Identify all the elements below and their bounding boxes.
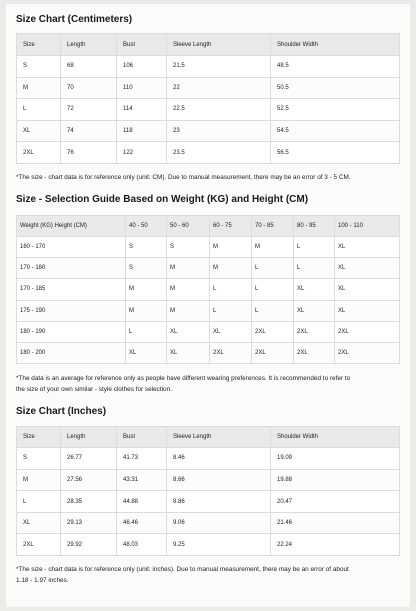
table-cell: 110 [117,77,167,99]
table-cell: 23 [167,120,271,142]
table-row [17,236,400,257]
table-cell: M [126,300,167,321]
table-row [17,300,400,321]
column-header: 100 - 110 [335,215,400,236]
table-cell: 8.46 [167,448,271,470]
table-cell: S [126,236,167,257]
table-cell: XL [294,279,335,300]
table-cell: M [17,469,61,491]
table-cell: 2XL [294,342,335,363]
column-header: Shoulder Width [271,427,400,448]
guide-note-line-1: *The data is an average for reference only as people have different wearing preferences. It is recommended to refer to [16,375,351,383]
column-header: 70 - 85 [252,215,294,236]
table-cell: L [294,236,335,257]
table-cell: XL [167,321,210,342]
table-cell: 21.46 [271,512,400,534]
table-cell: L [210,300,252,321]
table-row [17,56,400,78]
table-cell: XL [335,300,400,321]
table-cell: L [126,321,167,342]
inch-chart-note-line-2: 1.18 - 1.97 inches. [16,577,69,585]
table-cell: 76 [61,142,117,164]
table-cell: 29.13 [61,512,117,534]
column-header: 40 - 50 [126,215,167,236]
table-cell: 56.5 [271,142,400,164]
table-cell: L [210,279,252,300]
table-row [17,469,400,491]
table-cell: 72 [61,99,117,121]
table-cell: 22.5 [167,99,271,121]
table-cell: L [252,300,294,321]
table-cell: 19.88 [271,469,400,491]
table-cell: 44.88 [117,491,167,513]
column-header: Sleeve Length [167,34,271,56]
table-cell: 2XL [210,342,252,363]
table-cell: XL [335,236,400,257]
column-header: Length [61,427,117,448]
cm-chart-title: Size Chart (Centimeters) [16,14,133,25]
column-header: Weight (KG) Height (CM) [17,215,126,236]
table-cell: M [126,279,167,300]
table-row [17,120,400,142]
table-cell: XL [335,258,400,279]
column-header: Size [17,427,61,448]
table-cell: 70 [61,77,117,99]
table-cell: XL [17,120,61,142]
table-cell: 9.06 [167,512,271,534]
table-cell: L [17,491,61,513]
table-header-row [17,215,400,236]
table-row [17,77,400,99]
table-row [17,321,400,342]
table-cell: XL [167,342,210,363]
table-cell: XL [17,512,61,534]
inch-size-table [16,426,400,556]
table-row [17,258,400,279]
column-header: 80 - 95 [294,215,335,236]
table-cell: 28.35 [61,491,117,513]
table-cell: 180 - 200 [17,342,126,363]
table-cell: 160 - 170 [17,236,126,257]
column-header: Sleeve Length [167,427,271,448]
inch-chart-note-line-1: *The size - chart data is for reference only (unit: inches). Due to manual measurement, there may be an error of about [16,566,349,574]
table-cell: 122 [117,142,167,164]
table-cell: 68 [61,56,117,78]
table-row [17,534,400,556]
table-cell: M [17,77,61,99]
table-cell: 118 [117,120,167,142]
cm-chart-note: *The size - chart data is for reference only (unit: CM). Due to manual measurement, there may be an error of 3 - 5 CM. [16,173,351,181]
cm-size-table [16,33,400,164]
table-cell: S [126,258,167,279]
table-cell: M [167,258,210,279]
table-cell: 114 [117,99,167,121]
table-header-row [17,427,400,448]
table-row [17,491,400,513]
table-cell: S [17,56,61,78]
column-header: Bust [117,34,167,56]
table-row [17,142,400,164]
table-cell: L [17,99,61,121]
table-cell: 26.77 [61,448,117,470]
column-header: 50 - 60 [167,215,210,236]
table-cell: XL [126,342,167,363]
guide-title: Size - Selection Guide Based on Weight (KG) and Height (CM) [16,193,309,205]
table-cell: 50.5 [271,77,400,99]
table-row [17,99,400,121]
table-cell: 2XL [294,321,335,342]
table-cell: 170 - 180 [17,258,126,279]
table-cell: 43.31 [117,469,167,491]
table-cell: 170 - 185 [17,279,126,300]
table-cell: 74 [61,120,117,142]
table-cell: 9.25 [167,534,271,556]
table-cell: 48.5 [271,56,400,78]
table-cell: 20.47 [271,491,400,513]
table-cell: 48.03 [117,534,167,556]
inch-chart-title: Size Chart (Inches) [16,406,107,418]
column-header: Shoulder Width [271,34,400,56]
table-cell: M [210,258,252,279]
table-cell: 41.73 [117,448,167,470]
table-cell: 29.92 [61,534,117,556]
table-cell: M [252,236,294,257]
table-cell: 52.5 [271,99,400,121]
table-row [17,279,400,300]
table-cell: 21.5 [167,56,271,78]
table-cell: 54.5 [271,120,400,142]
table-header-row [17,34,400,56]
table-cell: L [252,279,294,300]
size-guide-table [16,215,400,364]
table-cell: L [252,258,294,279]
table-cell: M [167,279,210,300]
table-cell: M [210,236,252,257]
table-cell: 2XL [335,321,400,342]
table-cell: 175 - 190 [17,300,126,321]
table-cell: 8.86 [167,491,271,513]
table-cell: 2XL [17,142,61,164]
table-cell: 22.24 [271,534,400,556]
size-guide-page [6,4,410,607]
table-cell: 2XL [252,321,294,342]
table-cell: 2XL [335,342,400,363]
table-cell: S [167,236,210,257]
table-cell: 27.56 [61,469,117,491]
table-cell: 46.46 [117,512,167,534]
table-cell: 22 [167,77,271,99]
table-cell: 8.66 [167,469,271,491]
table-cell: 180 - 190 [17,321,126,342]
column-header: 60 - 75 [210,215,252,236]
table-cell: L [294,258,335,279]
column-header: Size [17,34,61,56]
guide-note-line-2: the size of your own similar - style clothes for selection. [16,386,172,394]
table-row [17,342,400,363]
table-cell: M [167,300,210,321]
table-cell: S [17,448,61,470]
table-cell: 23.5 [167,142,271,164]
table-cell: 106 [117,56,167,78]
table-cell: XL [335,279,400,300]
table-cell: 2XL [17,534,61,556]
table-cell: XL [294,300,335,321]
column-header: Bust [117,427,167,448]
table-cell: 2XL [252,342,294,363]
table-cell: XL [210,321,252,342]
table-row [17,512,400,534]
table-row [17,448,400,470]
column-header: Length [61,34,117,56]
table-cell: 19.09 [271,448,400,470]
